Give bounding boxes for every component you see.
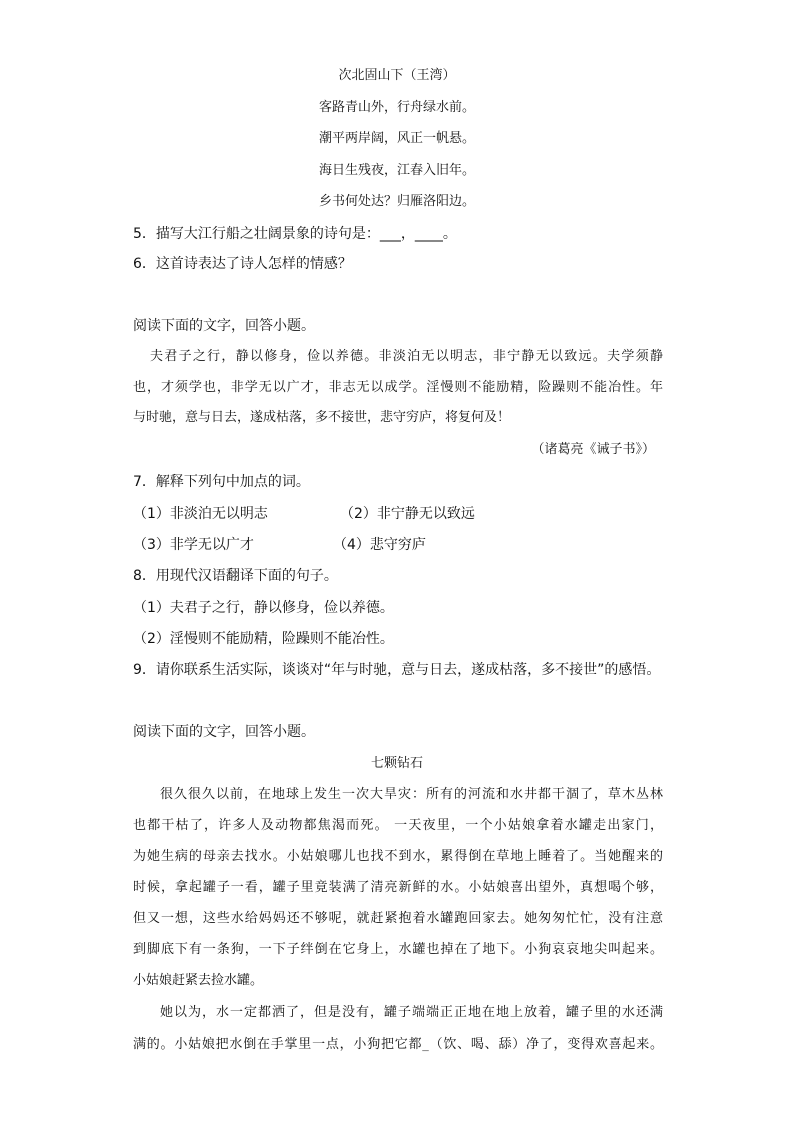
passage-line: 也都干枯了，许多人及动物都焦渴而死。 一天夜里，一个小姑娘拿着水罐走出家门， <box>133 818 663 833</box>
poem-title: 次北固山下（王湾） <box>338 68 456 83</box>
passage-line: 到脚底下有一条狗，一下子绊倒在它身上，水罐也掉在了地下。小狗哀哀地尖叫起来。 <box>133 942 663 957</box>
passage-line: 很久很久以前，在地球上发生一次大旱灾：所有的河流和水井都干涸了，草木丛林 <box>160 787 663 802</box>
question-7-item: （3）非学无以广才 <box>133 537 254 553</box>
question-5: 5．描写大江行船之壮阔景象的诗句是：___，____。 <box>133 226 457 242</box>
question-8-item: （2）淫慢则不能励精，险躁则不能冶性。 <box>133 631 394 647</box>
section-intro: 阅读下面的文字，回答小题。 <box>133 318 315 334</box>
poem-line: 客路青山外，行舟绿水前。 <box>318 100 475 115</box>
question-7-item: （2）非宁静无以致远 <box>340 506 475 522</box>
question-7: 7．解释下列句中加点的词。 <box>133 474 310 490</box>
poem-line: 海日生残夜，江春入旧年。 <box>318 163 475 178</box>
story-title: 七颗钻石 <box>370 756 423 771</box>
question-9: 9．请你联系生活实际，谈谈对“年与时驰，意与日去，遂成枯落，多不接世”的感悟。 <box>133 662 661 678</box>
question-7-item: （1）非淡泊无以明志 <box>133 506 268 522</box>
question-8-item: （1）夫君子之行，静以修身，俭以养德。 <box>133 600 394 616</box>
passage-line: 满的。小姑娘把水倒在手掌里一点，小狗把它都_（饮、喝、舔）净了，变得欢喜起来。 <box>133 1037 663 1052</box>
passage-line: 与时驰，意与日去，遂成枯落，多不接世，悲守穷庐，将复何及！ <box>133 410 511 425</box>
question-7-item: （4）悲守穷庐 <box>333 537 426 553</box>
section-intro: 阅读下面的文字，回答小题。 <box>133 724 315 740</box>
passage-line: 但又一想，这些水给妈妈还不够呢，就赶紧抱着水罐跑回家去。她匆匆忙忙，没有注意 <box>133 911 663 926</box>
passage-line: 小姑娘赶紧去捡水罐。 <box>133 973 264 988</box>
passage-line: 为她生病的母亲去找水。小姑娘哪儿也找不到水，累得倒在草地上睡着了。当她醒来的 <box>133 849 663 864</box>
poem-line: 潮平两岸阔，风正一帆悬。 <box>318 131 475 146</box>
passage-line: 她以为，水一定都洒了，但是没有，罐子端端正正地在地上放着，罐子里的水还满 <box>160 1005 663 1020</box>
passage-line: 时候，拿起罐子一看，罐子里竟装满了清亮新鲜的水。小姑娘喜出望外，真想喝个够， <box>133 880 663 895</box>
passage-line: 也，才须学也，非学无以广才，非志无以成学。淫慢则不能励精，险躁则不能冶性。年 <box>133 380 663 395</box>
question-8: 8．用现代汉语翻译下面的句子。 <box>133 568 338 584</box>
poem-line: 乡书何处达？归雁洛阳边。 <box>318 194 475 209</box>
passage-source: （诸葛亮《诫子书》） <box>531 442 655 457</box>
passage-line: 夫君子之行，静以修身，俭以养德。非淡泊无以明志，非宁静无以致远。夫学须静 <box>150 349 663 364</box>
question-6: 6．这首诗表达了诗人怎样的情感？ <box>133 256 352 272</box>
